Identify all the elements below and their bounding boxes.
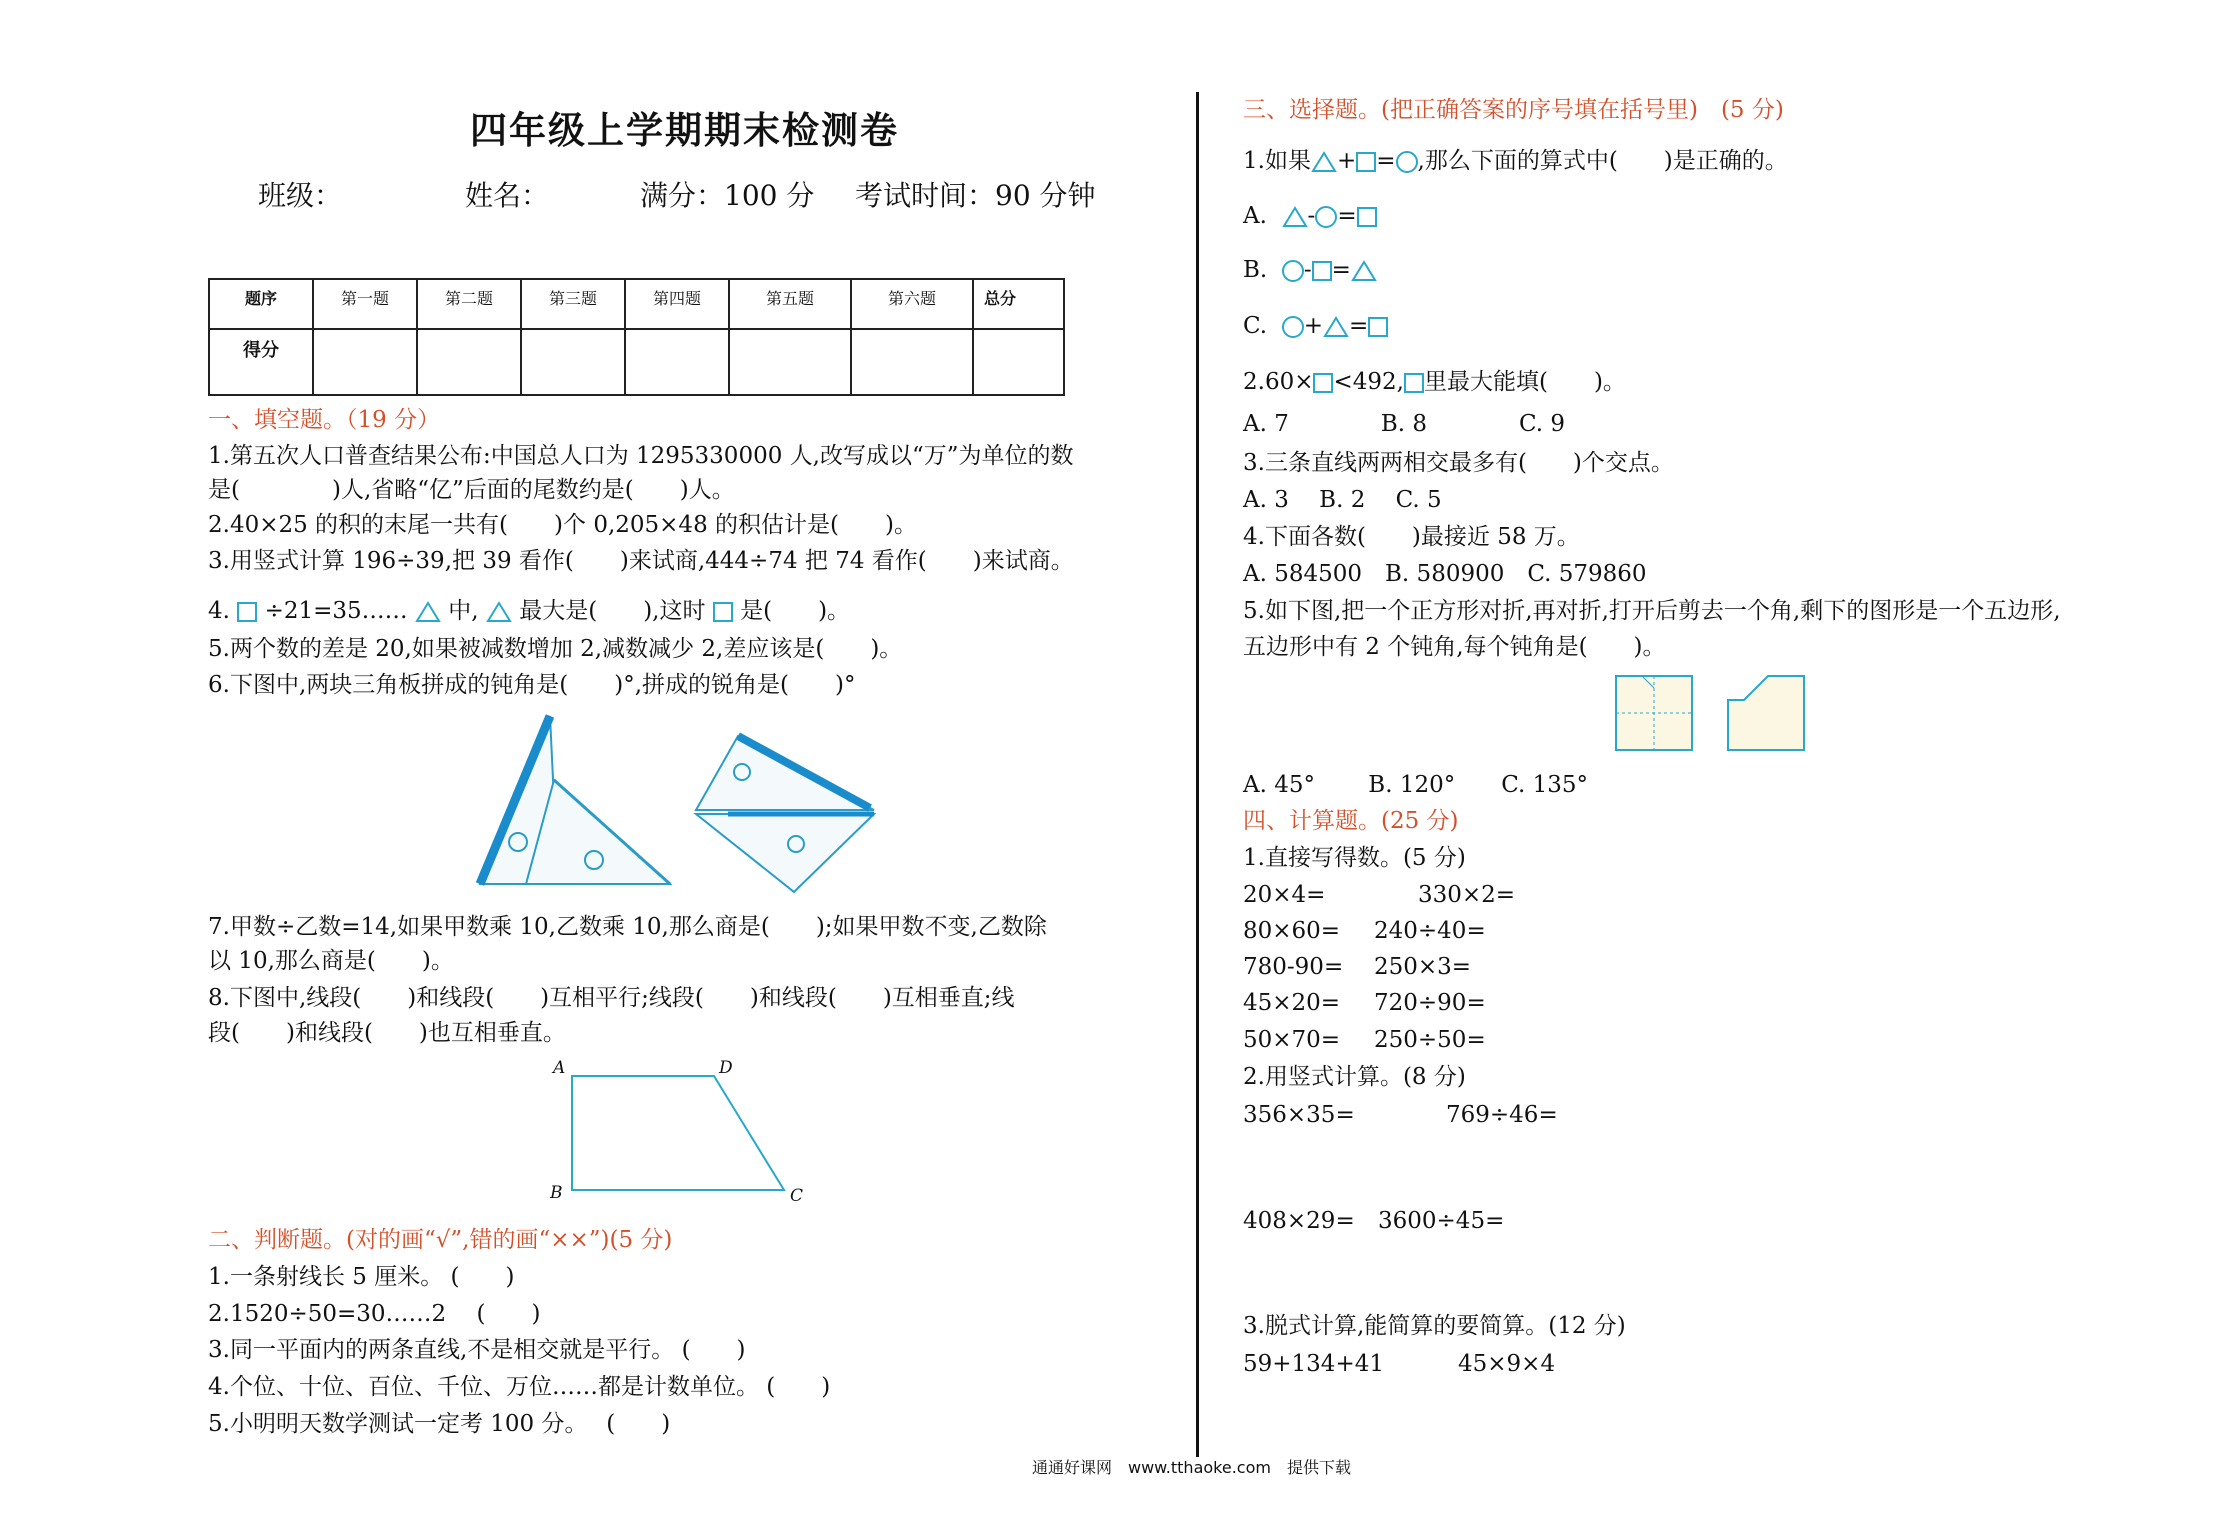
- equals-sign: =: [1331, 257, 1351, 283]
- choice-2: [1243, 367, 1626, 397]
- score-cell[interactable]: [851, 329, 973, 395]
- vertical-calc-3: 408×29=: [1243, 1208, 1355, 1234]
- calc-item: 720÷90=: [1374, 990, 1486, 1016]
- triangle-icon: [1282, 206, 1308, 228]
- calc-item: 330×2=: [1418, 882, 1516, 908]
- square-icon: [1404, 373, 1424, 393]
- section-fill-blank: 一、填空题。（19 分）: [208, 407, 441, 433]
- point-label-a: A: [553, 1058, 566, 1078]
- triangle-icon: [1351, 260, 1377, 282]
- square-icon: [713, 602, 733, 622]
- calc-item: 250÷50=: [1374, 1027, 1486, 1053]
- name-label: 姓名：: [465, 179, 550, 212]
- calc-item: 80×60=: [1243, 918, 1341, 944]
- question-7-line-2: 以 10,那么商是( )。: [208, 948, 454, 974]
- choice-4: 4.下面各数( )最接近 58 万。: [1243, 524, 1580, 550]
- circle-icon: [1396, 151, 1418, 173]
- table-header: 第五题: [729, 279, 851, 329]
- column-divider: [1196, 92, 1199, 1457]
- calc-item: 240÷40=: [1374, 918, 1486, 944]
- section-choice: 三、选择题。(把正确答案的序号填在括号里) (5 分): [1243, 97, 1784, 123]
- circle-icon: [1282, 260, 1304, 282]
- calc-item: 780-90=: [1243, 954, 1344, 980]
- triangle-icon: [1323, 316, 1349, 338]
- q4-text-a: ÷21=35……: [264, 598, 408, 624]
- q4-text-d: 是( )。: [740, 598, 851, 624]
- judge-4: 4.个位、十位、百位、千位、万位……都是计数单位。 ( ): [208, 1374, 831, 1400]
- c2-text-c: 里最大能填( )。: [1423, 369, 1626, 395]
- choice-5-line-2: 五边形中有 2 个钝角,每个钝角是( )。: [1243, 634, 1666, 660]
- equals-sign: =: [1337, 203, 1357, 229]
- circle-icon: [1315, 206, 1337, 228]
- calc-part-1: 1.直接写得数。(5 分): [1243, 845, 1466, 871]
- question-8-line-1: 8.下图中,线段( )和线段( )互相平行;线段( )和线段( )互相垂直;线: [208, 985, 1015, 1011]
- choice-3-options: A. 3 B. 2 C. 5: [1243, 487, 1442, 513]
- choice-2-options: A. 7 B. 8 C. 9: [1243, 411, 1566, 437]
- choice-5-line-1: 5.如下图,把一个正方形对折,再对折,打开后剪去一个角,剩下的图形是一个五边形,: [1243, 598, 2061, 624]
- square-icon: [237, 602, 257, 622]
- class-label: 班级：: [258, 179, 343, 212]
- calc-item: 250×3=: [1374, 954, 1472, 980]
- square-icon: [1356, 152, 1376, 172]
- judge-1: 1.一条射线长 5 厘米。 ( ): [208, 1264, 515, 1290]
- calc-part-2: 2.用竖式计算。(8 分): [1243, 1064, 1466, 1090]
- equals-sign: =: [1349, 313, 1369, 339]
- point-label-d: D: [719, 1058, 733, 1078]
- question-5: 5.两个数的差是 20,如果被减数增加 2,减数减少 2,差应该是( )。: [208, 636, 903, 662]
- q4-text-b: 中,: [448, 598, 479, 624]
- choice-3: 3.三条直线两两相交最多有( )个交点。: [1243, 450, 1674, 476]
- option-label-c: C.: [1243, 313, 1268, 339]
- section-calculation: 四、计算题。(25 分): [1243, 808, 1459, 834]
- c2-text-a: 2.60×: [1243, 369, 1314, 395]
- calc-item: 45×20=: [1243, 990, 1341, 1016]
- step-calc-2: 45×9×4: [1458, 1351, 1556, 1377]
- score-cell[interactable]: [521, 329, 625, 395]
- score-cell[interactable]: [417, 329, 521, 395]
- section-true-false: 二、判断题。(对的画“√”,错的画“××”)(5 分): [208, 1227, 673, 1253]
- score-cell[interactable]: [625, 329, 729, 395]
- judge-3: 3.同一平面内的两条直线,不是相交就是平行。 ( ): [208, 1337, 746, 1363]
- table-header: 第四题: [625, 279, 729, 329]
- square-icon: [1368, 317, 1388, 337]
- question-8-line-2: 段( )和线段( )也互相垂直。: [208, 1020, 566, 1046]
- minus-sign: -: [1303, 257, 1312, 283]
- vertical-calc-1: 356×35=: [1243, 1102, 1355, 1128]
- score-table: [208, 278, 1065, 396]
- choice-4-options: A. 584500 B. 580900 C. 579860: [1243, 561, 1647, 587]
- trapezoid-figure: [548, 1060, 808, 1210]
- option-label-a: A.: [1243, 203, 1267, 229]
- c1-text-d: ,那么下面的算式中( )是正确的。: [1417, 148, 1788, 174]
- choice-1-option-c[interactable]: [1243, 311, 1388, 341]
- calc-item: 20×4=: [1243, 882, 1326, 908]
- question-6: 6.下图中,两块三角板拼成的钝角是( )°,拼成的锐角是( )°: [208, 672, 856, 698]
- judge-5: 5.小明明天数学测试一定考 100 分。 ( ): [208, 1411, 671, 1437]
- score-cell[interactable]: [729, 329, 851, 395]
- question-1-line-2: 是( )人,省略“亿”后面的尾数约是( )人。: [208, 477, 735, 503]
- set-squares-figure: [470, 712, 890, 898]
- question-2: 2.40×25 的积的末尾一共有( )个 0,205×48 的积估计是( )。: [208, 512, 917, 538]
- c2-text-b: <492,: [1333, 369, 1404, 395]
- page-title: 四年级上学期期末检测卷: [470, 109, 899, 152]
- table-header: 第二题: [417, 279, 521, 329]
- table-header: 第六题: [851, 279, 973, 329]
- question-4: [208, 596, 850, 626]
- question-3: 3.用竖式计算 196÷39,把 39 看作( )来试商,444÷74 把 74 看作( )来试商。: [208, 548, 1074, 574]
- footer-source: 通通好课网 www.tthaoke.com 提供下载: [1032, 1458, 1351, 1477]
- table-header: 总分: [973, 279, 1064, 329]
- table-header: 第三题: [521, 279, 625, 329]
- choice-5-options: A. 45° B. 120° C. 135°: [1243, 772, 1589, 798]
- c1-eq: =: [1376, 148, 1396, 174]
- q4-text-c: 最大是( ),这时: [519, 598, 706, 624]
- c1-plus: +: [1336, 148, 1357, 174]
- square-icon: [1357, 207, 1377, 227]
- full-score: 满分：100 分: [640, 179, 815, 212]
- triangle-icon: [486, 601, 512, 623]
- folded-square-figure: [1612, 672, 1812, 756]
- judge-2: 2.1520÷50=30……2 ( ): [208, 1301, 541, 1327]
- step-calc-1: 59+134+41: [1243, 1351, 1384, 1377]
- score-row-label: 得分: [209, 329, 313, 395]
- c1-text-a: 1.如果: [1243, 148, 1311, 174]
- vertical-calc-4: 3600÷45=: [1378, 1208, 1505, 1234]
- calc-part-3: 3.脱式计算,能简算的要简算。(12 分): [1243, 1313, 1626, 1339]
- question-1-line-1: 1.第五次人口普查结果公布:中国总人口为 1295330000 人,改写成以“万”为单位的数: [208, 443, 1074, 469]
- circle-icon: [1282, 316, 1304, 338]
- choice-1-option-a[interactable]: [1243, 201, 1377, 231]
- minus-sign: -: [1307, 203, 1316, 229]
- square-icon: [1312, 261, 1332, 281]
- option-label-b: B.: [1243, 257, 1268, 283]
- triangle-icon: [1311, 151, 1337, 173]
- vertical-calc-2: 769÷46=: [1446, 1102, 1558, 1128]
- choice-1-option-b[interactable]: [1243, 255, 1377, 285]
- q4-number: 4.: [208, 598, 230, 624]
- calc-item: 50×70=: [1243, 1027, 1341, 1053]
- right-set-square-pair: [696, 736, 874, 892]
- exam-time: 考试时间：90 分钟: [855, 179, 1096, 212]
- table-header: 题序: [209, 279, 313, 329]
- choice-1: [1243, 146, 1788, 176]
- score-cell[interactable]: [313, 329, 417, 395]
- score-cell[interactable]: [973, 329, 1064, 395]
- question-7-line-1: 7.甲数÷乙数=14,如果甲数乘 10,乙数乘 10,那么商是( );如果甲数不变,乙数除: [208, 914, 1047, 940]
- square-icon: [1313, 373, 1333, 393]
- plus-sign: +: [1303, 313, 1323, 339]
- left-set-square-pair: [480, 716, 670, 884]
- point-label-b: B: [550, 1183, 563, 1203]
- triangle-icon: [415, 601, 441, 623]
- table-header: 第一题: [313, 279, 417, 329]
- point-label-c: C: [790, 1186, 804, 1206]
